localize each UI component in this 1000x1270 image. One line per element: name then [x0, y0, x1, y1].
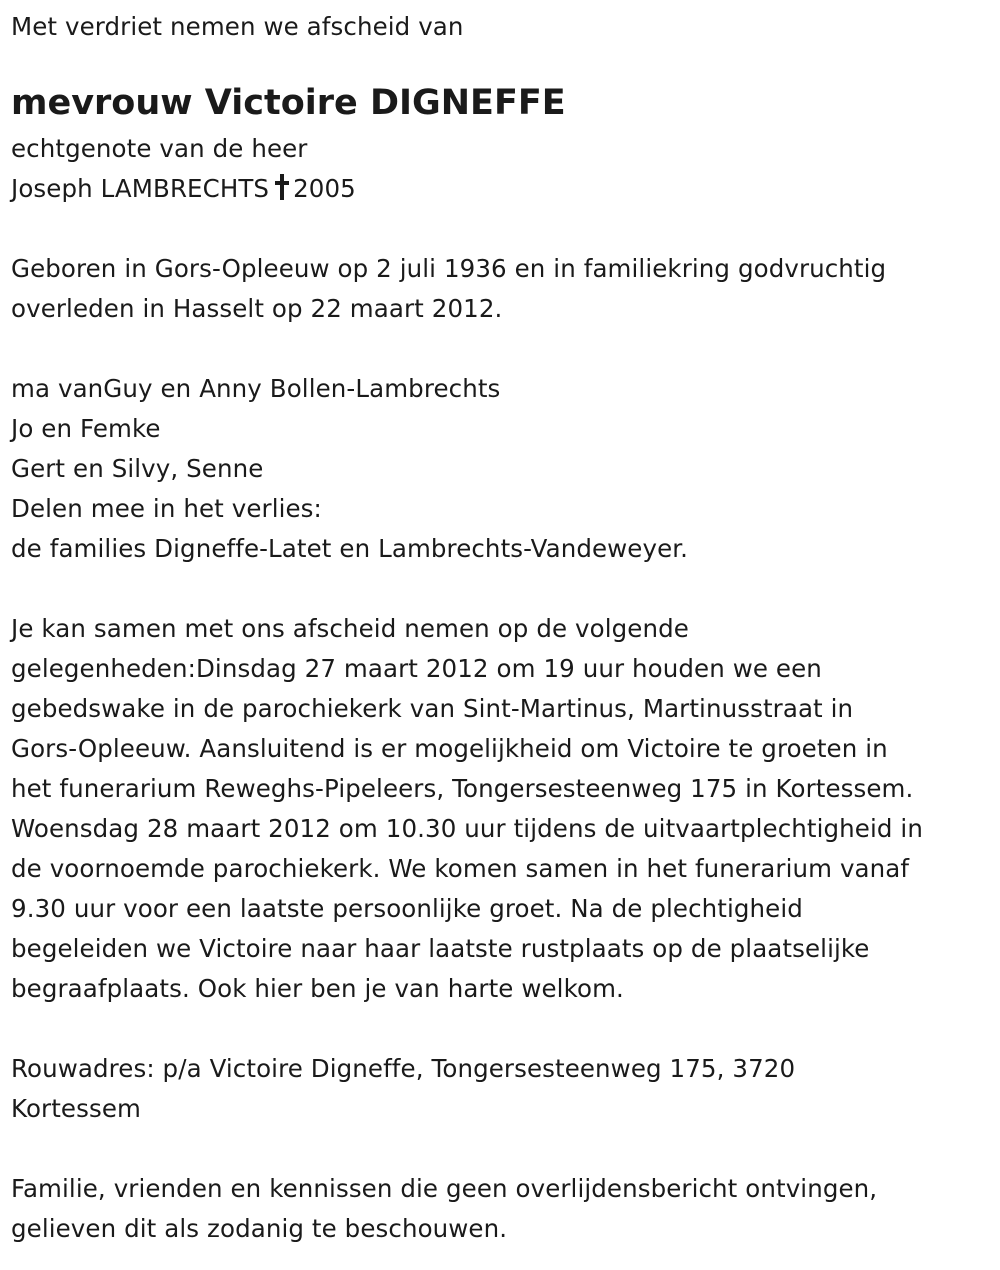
address-paragraph: [11, 1049, 1000, 1129]
closing-line: Familie, vrienden en kennissen die geen overlijdensbericht ontvingen,: [11, 1174, 878, 1203]
paragraph-line: gebedswake in de parochiekerk van Sint-Martinus, Martinusstraat in: [11, 694, 854, 723]
paragraph-line: begeleiden we Victoire naar haar laatste rustplaats op de plaatselijke: [11, 934, 870, 963]
paragraph-line: 9.30 uur voor een laatste persoonlijke groet. Na de plechtigheid: [11, 894, 803, 923]
spouse-relation: echtgenote van de heer: [11, 134, 308, 163]
paragraph-line: overleden in Hasselt op 22 maart 2012.: [11, 294, 503, 323]
address-line: Rouwadres: p/a Victoire Digneffe, Tongersesteenweg 175, 3720: [11, 1054, 796, 1083]
paragraph-line: Woensdag 28 maart 2012 om 10.30 uur tijdens de uitvaartplechtigheid in: [11, 814, 923, 843]
paragraph-line: Je kan samen met ons afscheid nemen op de volgende: [11, 614, 689, 643]
spouse-name: Joseph LAMBRECHTS: [11, 174, 270, 203]
family-line: de families Digneffe-Latet en Lambrechts-Vandeweyer.: [11, 534, 689, 563]
spouse-death-year: 2005: [293, 174, 356, 203]
cross-icon: [275, 174, 289, 200]
paragraph-line: de voornoemde parochiekerk. We komen samen in het funerarium vanaf: [11, 854, 910, 883]
spouse-line: [11, 169, 1000, 209]
deceased-name: mevrouw Victoire DIGNEFFE: [11, 83, 566, 123]
paragraph-line: Geboren in Gors-Opleeuw op 2 juli 1936 en in familiekring godvruchtig: [11, 254, 887, 283]
paragraph-line: Gors-Opleeuw. Aansluitend is er mogelijkheid om Victoire te groeten in: [11, 734, 888, 763]
family-paragraph: [11, 369, 1000, 569]
family-line: ma vanGuy en Anny Bollen-Lambrechts: [11, 374, 501, 403]
paragraph-line: gelegenheden:Dinsdag 27 maart 2012 om 19 uur houden we een: [11, 654, 822, 683]
closing-line: gelieven dit als zodanig te beschouwen.: [11, 1214, 508, 1243]
paragraph-line: het funerarium Reweghs-Pipeleers, Tongersesteenweg 175 in Kortessem.: [11, 774, 914, 803]
closing-paragraph: [11, 1169, 1000, 1249]
family-line: Gert en Silvy, Senne: [11, 454, 264, 483]
birth-death-paragraph: [11, 249, 1000, 329]
ceremony-paragraph: [11, 609, 1000, 1009]
spouse-block: [11, 129, 1000, 209]
intro-line: Met verdriet nemen we afscheid van: [11, 12, 464, 41]
family-line: Delen mee in het verlies:: [11, 494, 322, 523]
paragraph-line: begraafplaats. Ook hier ben je van harte welkom.: [11, 974, 624, 1003]
address-line: Kortessem: [11, 1094, 141, 1123]
family-line: Jo en Femke: [11, 414, 161, 443]
